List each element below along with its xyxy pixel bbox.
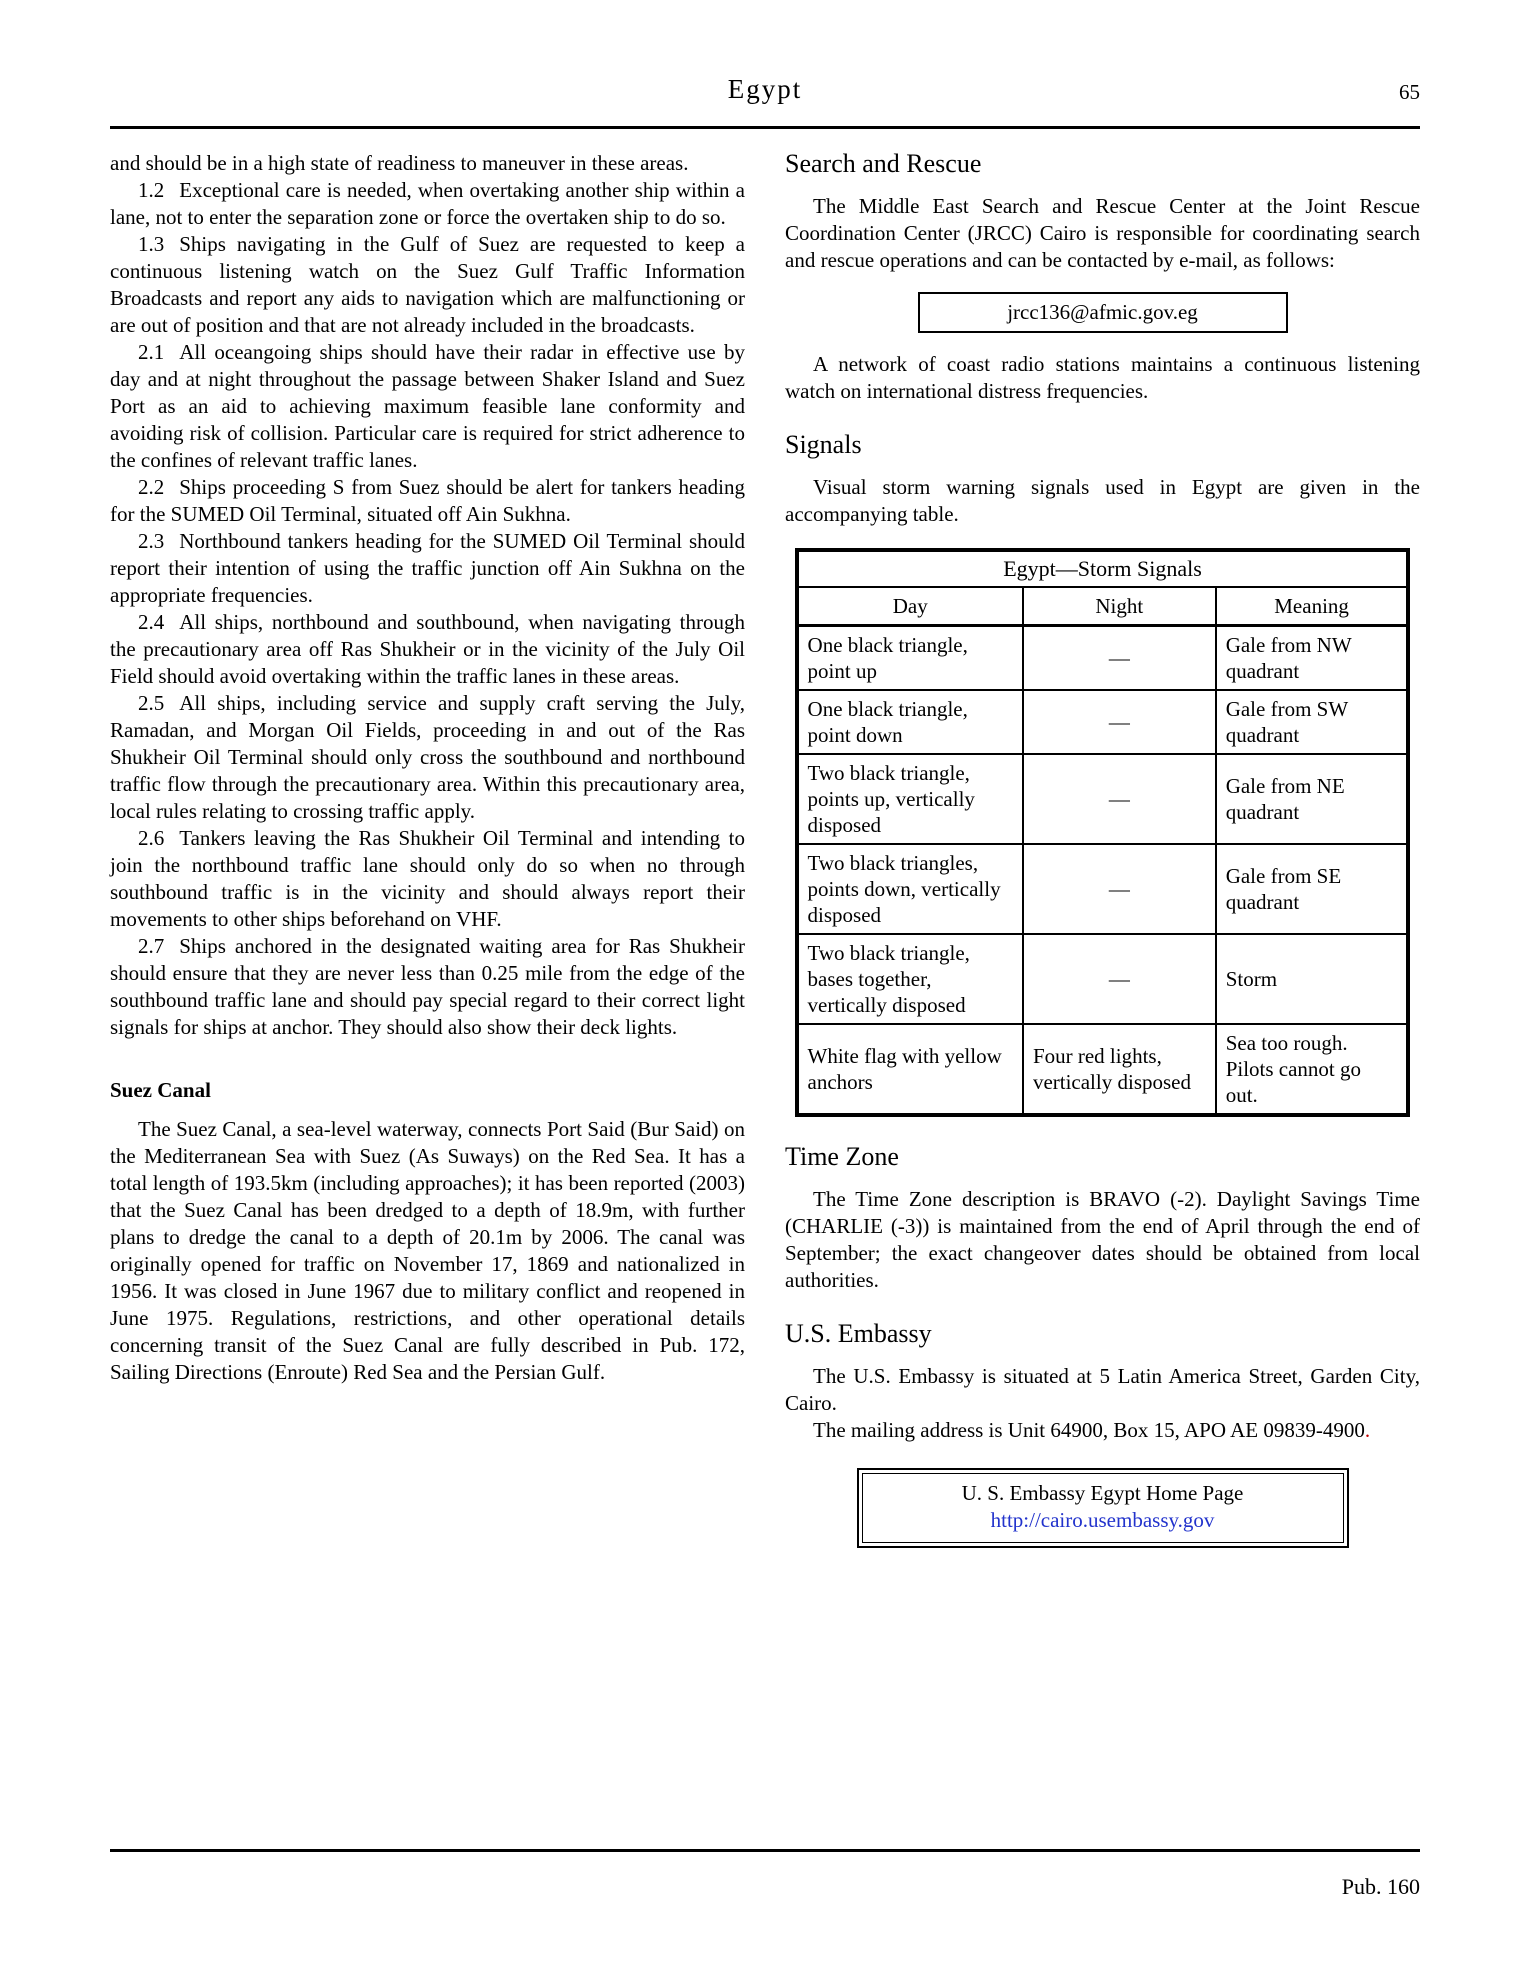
- mailing-address-text: The mailing address is Unit 64900, Box 15, APO AE 09839-4900: [813, 1418, 1365, 1442]
- column-header-day: Day: [797, 587, 1023, 626]
- embassy-home-page-link[interactable]: http://cairo.usembassy.gov: [990, 1508, 1215, 1532]
- paragraph-2-2: [110, 474, 745, 528]
- embassy-box-title: U. S. Embassy Egypt Home Page: [961, 1481, 1244, 1505]
- embassy-link-box: [857, 1468, 1349, 1548]
- us-embassy-heading: U.S. Embassy: [785, 1319, 932, 1348]
- table-header-row: [797, 587, 1409, 626]
- paragraph-number: 2.1: [138, 340, 165, 364]
- cell-day: Two black triangle, points up, vertically disposed: [797, 754, 1023, 844]
- sar-paragraph-1: The Middle East Search and Rescue Center at the Joint Rescue Coordination Center (JRCC) Cairo is responsible for coordinating search and rescue operations and can be contacted by e-mail, as follows:: [785, 194, 1420, 272]
- table-title-row: [797, 550, 1409, 587]
- cell-night: —: [1023, 754, 1216, 844]
- paragraph-number: 2.5: [138, 691, 165, 715]
- paragraph-number: 2.6: [138, 826, 165, 850]
- paragraph-1-2: [110, 177, 745, 231]
- paragraph-text: and should be in a high state of readiness to maneuver in these areas.: [110, 151, 689, 175]
- paragraph-text: Exceptional care is needed, when overtaking another ship within a lane, not to enter the separation zone or force the overtaken ship to do so.: [110, 178, 745, 229]
- paragraph-2-5: [110, 690, 745, 825]
- paragraph-continuation: [110, 150, 745, 177]
- paragraph-2-3: [110, 528, 745, 609]
- page-title: Egypt: [727, 74, 803, 104]
- footer-rule: [110, 1849, 1420, 1852]
- jrcc-email: jrcc136@afmic.gov.eg: [1007, 300, 1198, 324]
- cell-day: One black triangle, point up: [797, 626, 1023, 691]
- paragraph-2-1: [110, 339, 745, 474]
- cell-day: One black triangle, point down: [797, 690, 1023, 754]
- jrcc-email-box: [918, 292, 1288, 333]
- page-content: [110, 150, 1420, 1548]
- left-column: [110, 150, 745, 1548]
- suez-canal-heading: Suez Canal: [110, 1078, 211, 1102]
- suez-canal-paragraph: The Suez Canal, a sea-level waterway, connects Port Said (Bur Said) on the Mediterranean Sea with Suez (As Suways) on the Red Sea. It has a total length of 193.5km (including approaches); it has been reported (2003) that the Suez Canal has been dredged to a depth of 18.9m, with further plans to dredge the canal to a depth of 20.1m by 2006. The canal was originally opened for traffic on November 17, 1869 and nationalized in 1956. It was closed in June 1967 due to military conflict and reopened in June 1975. Regulations, restrictions, and other operational details concerning transit of the Suez Canal are fully described in Pub. 172, Sailing Directions (Enroute) Red Sea and the Persian Gulf.: [110, 1117, 745, 1384]
- paragraph-number: 2.7: [138, 934, 165, 958]
- paragraph-2-6: [110, 825, 745, 933]
- paragraph-2-7: [110, 933, 745, 1041]
- column-header-night: Night: [1023, 587, 1216, 626]
- right-column: [785, 150, 1420, 1548]
- table-row: [797, 844, 1409, 934]
- paragraph-1-3: [110, 231, 745, 339]
- table-row: [797, 754, 1409, 844]
- cell-night: —: [1023, 844, 1216, 934]
- paragraph-text: Ships proceeding S from Suez should be alert for tankers heading for the SUMED Oil Terminal, situated off Ain Sukhna.: [110, 475, 745, 526]
- time-zone-paragraph: The Time Zone description is BRAVO (-2). Daylight Savings Time (CHARLIE (-3)) is maintained from the end of April through the end of September; the exact changeover dates should be obtained from local authorities.: [785, 1187, 1420, 1292]
- paragraph-text: Ships anchored in the designated waiting area for Ras Shukheir should ensure that they are never less than 0.25 mile from the edge of the southbound traffic lane and should pay special regard to their correct light signals for ships at anchor. They should also show their deck lights.: [110, 934, 745, 1039]
- signals-heading: Signals: [785, 430, 862, 459]
- paragraph-number: 2.3: [138, 529, 165, 553]
- paragraph-text: All ships, including service and supply craft serving the July, Ramadan, and Morgan Oil Fields, proceeding in and out of the Ras Shukheir Oil Terminal should only cross the southbound and northbound traffic flow through the precautionary area. Within this precautionary area, local rules relating to crossing traffic apply.: [110, 691, 745, 823]
- cell-day: Two black triangles, points down, vertically disposed: [797, 844, 1023, 934]
- mailing-address-period: .: [1364, 1418, 1371, 1442]
- embassy-link-box-inner: [862, 1473, 1344, 1543]
- paragraph-text: All ships, northbound and southbound, when navigating through the precautionary area off Ras Shukheir or in the vicinity of the July Oil Field should avoid overtaking within the traffic lanes in these areas.: [110, 610, 745, 688]
- paragraph-text: Northbound tankers heading for the SUMED Oil Terminal should report their intention of using the traffic junction off Ain Sukhna on the appropriate frequencies.: [110, 529, 745, 607]
- paragraph-2-4: [110, 609, 745, 690]
- paragraph-number: 1.3: [138, 232, 165, 256]
- cell-night: —: [1023, 934, 1216, 1024]
- table-row: [797, 690, 1409, 754]
- cell-meaning: Sea too rough. Pilots cannot go out.: [1216, 1024, 1409, 1115]
- embassy-paragraph-1: The U.S. Embassy is situated at 5 Latin America Street, Garden City, Cairo.: [785, 1364, 1420, 1415]
- cell-meaning: Gale from SE quadrant: [1216, 844, 1409, 934]
- search-and-rescue-heading: Search and Rescue: [785, 149, 982, 178]
- cell-night: Four red lights, vertically disposed: [1023, 1024, 1216, 1115]
- table-row: [797, 626, 1409, 691]
- column-header-meaning: Meaning: [1216, 587, 1409, 626]
- cell-meaning: Gale from SW quadrant: [1216, 690, 1409, 754]
- signals-paragraph: Visual storm warning signals used in Egypt are given in the accompanying table.: [785, 475, 1420, 526]
- paragraph-text: All oceangoing ships should have their radar in effective use by day and at night throughout the passage between Shaker Island and Suez Port as an aid to achieving maximum feasible lane conformity and avoiding risk of collision. Particular care is required for strict adherence to the confines of relevant traffic lanes.: [110, 340, 745, 472]
- table-row: [797, 934, 1409, 1024]
- time-zone-heading: Time Zone: [785, 1142, 899, 1171]
- cell-day: Two black triangle, bases together, vertically disposed: [797, 934, 1023, 1024]
- sar-paragraph-2: A network of coast radio stations maintains a continuous listening watch on international distress frequencies.: [785, 352, 1420, 403]
- storm-signals-table: [795, 548, 1411, 1117]
- cell-day: White flag with yellow anchors: [797, 1024, 1023, 1115]
- cell-night: —: [1023, 626, 1216, 691]
- paragraph-number: 2.2: [138, 475, 165, 499]
- paragraph-text: Ships navigating in the Gulf of Suez are requested to keep a continuous listening watch on the Suez Gulf Traffic Information Broadcasts and report any aids to navigation which are malfunctioning or are out of position and that are not already included in the broadcasts.: [110, 232, 745, 337]
- embassy-paragraph-2: [785, 1417, 1420, 1444]
- cell-meaning: Storm: [1216, 934, 1409, 1024]
- table-title: Egypt—Storm Signals: [797, 550, 1409, 587]
- paragraph-number: 2.4: [138, 610, 165, 634]
- cell-night: —: [1023, 690, 1216, 754]
- paragraph-text: Tankers leaving the Ras Shukheir Oil Terminal and intending to join the northbound traffic lane should only do so when no through southbound traffic is in the vicinity and should always report their movements to other ships beforehand on VHF.: [110, 826, 745, 931]
- page-number: 65: [1399, 80, 1420, 104]
- cell-meaning: Gale from NE quadrant: [1216, 754, 1409, 844]
- cell-meaning: Gale from NW quadrant: [1216, 626, 1409, 691]
- table-row: [797, 1024, 1409, 1115]
- publication-number: Pub. 160: [1341, 1874, 1420, 1899]
- paragraph-number: 1.2: [138, 178, 165, 202]
- header-rule: [110, 126, 1420, 129]
